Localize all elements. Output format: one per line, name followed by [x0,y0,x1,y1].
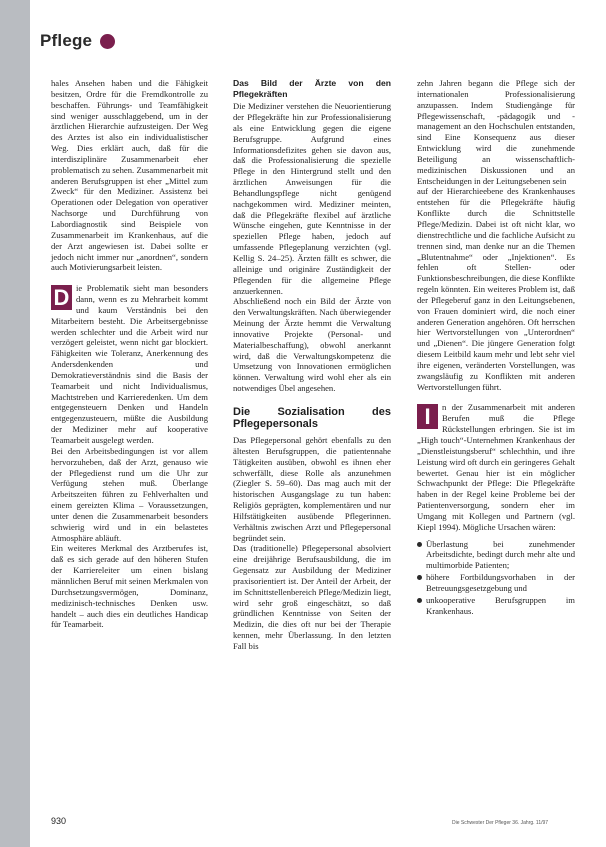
column-middle [233,78,391,652]
page-number: 930 [51,816,67,826]
paragraph: Ein weiteres Merkmal des Arztberufes ist, daß es sich gerade auf den höheren Stufen der Karriereleiter um einen bislang männlichen Beruf mit seinen Merkmalen von Durchsetzungsvermögen, Dominanz, medizinisch-technisches Denken usw. handelt – auch dies ein deutliches Handicap für Teamarbeit. [51,543,208,630]
paragraph: hales Ansehen haben und die Fähigkeit besitzen, Ordre für die Fremdkontrolle zu beschaffen. Führungs- und Teamfähigkeit sind weniger ausschlaggebend, um in der ärztlichen Hierarchie aufzusteigen. Der Weg des Arztes ist also ein individualistischer Weg. Dies erklärt auch, daß für die interdisziplinäre Zusammenarbeit eher problematisch zu sehen. Zusammenarbeit mit anderen Berufsgruppen ist eher „Mittel zum Zweck“ für den Mediziner. Assistenz bei Operationen oder Delegation von operativer Nachsorge und Durchführung von Labordiagnostik sind Beispiele von Zusammenarbeit im Krankenhaus, auf die der Arzt angewiesen ist. Dabei sollte er jedoch nicht immer nur „anordnen“, sondern auch Motivierungsarbeit leisten. [51,78,208,273]
dropcap-letter: D [51,285,72,310]
section-title-pflege: Pflege [40,31,93,50]
accent-dot-icon [100,34,115,49]
paragraph-text: n der Zusammenarbeit mit anderen Berufen muß die Pflege Rückstellungen erbringen. Sie ist im „High touch“-Unternehmen Krankenhaus der „Dienstleistungsberuf“ schlechthin, und ihre Leistung wird oft durch ein geringeres Gehalt bewertet. Genau hier ist ein möglicher Schwachpunkt der Pflege: Die Pflegekräfte haben in der Regel keine Probleme bei der Patientenversorgung, sondern eher im Umgang mit Kollegen und Partnern (vgl. Kiepl 1994). Mögliche Ursachen wären: [417,402,575,532]
paragraph: Bei den Arbeitsbedingungen ist vor allem hervorzuheben, daß der Arzt, genauso wie der Pflegedienst rund um die Uhr zur Verfügung stehen muß. Überlange Arbeitszeiten führen zu Fehlverhalten und einem gereizten Klima – Voraussetzungen, unter denen die Zusammenarbeit besonders schwierig wird und in ein belastetes Atmosphäre abläuft. [51,445,208,543]
paragraph: Abschließend noch ein Bild der Ärzte von den Verwaltungskräften. Nach überwiegender Meinung der Ärzte hemmt die Verwaltung innovative Projekte (Personal- und Materialbeschaffung), obwohl anerkannt wird, daß die Verwaltungskompetenz die Umsetzung von Innovationen ermöglichen können. Verwaltung wird wohl eher als ein notwendiges Übel angesehen. [233,296,391,394]
column-left [51,78,208,630]
bullet-icon [417,598,422,603]
paragraph-dropcap [51,283,208,446]
bullet-list [417,539,575,617]
column-right [417,78,575,618]
list-item [417,595,575,617]
list-item [417,539,575,572]
page-margin-bar [0,0,30,847]
list-item-text: höhere Fortbildungsvorhaben in der Betreuungsgesetzgebung und [426,572,575,593]
section-heading: Die Sozialisation des Pflegepersonals [233,405,391,431]
paragraph: Das (traditionelle) Pflegepersonal absolviert eine dreijährige Berufsausbildung, die im Gegensatz zur Ausbildung der Mediziner praxisorientiert ist. Der Anteil der Arbeit, der im Schnittstellenbereich Pflege/Medizin liegt, wird sehr groß eingeschätzt, so daß gründlichen Kenntnisse von Seiten der Medizin, die dies oft nur bei der Therapie kennen, mehr Überlassung. In den letzten Fall bis [233,543,391,651]
footer-citation: Die Schwester Der Pfleger 36. Jahrg. 11/97 [452,820,549,826]
section-header [40,26,115,56]
bullet-icon [417,542,422,547]
paragraph: Die Mediziner verstehen die Neuorientierung der Pflegekräfte hin zur Professionalisierung als eine Entwicklung gegen die eigene Berufsgruppe. Aufgrund eines Informationsdefizites gehen sie davon aus, daß die Professionalisierung die spezielle Pflege in den Hintergrund stellt und den ärztlichen Anweisungen für die Behandlungspflege nicht genügend nachgekommen wird. Mediziner meinten, daß die Pflegekräfte flexibel auf ärztliche Wünsche eingehen, gute Kenntnisse in der speziellen Pflege haben, jedoch auf umfassende Pflegeplanung verzichten (vgl. Kellig S. 24–25). Ärzten fällt es schwer, die alleinige und originäre Zuständigkeit der Pflegenden für die allgemeine Pflege anzuerkennen. [233,101,391,296]
paragraph-text: ie Problematik sieht man besonders dann, wenn es zu Mehrarbeit kommt und kaum Verständnis bei den Mitarbeitern besteht. Die Arbeitsergebnisse werden schlechter und die Arbeit wird nur verzögert geleistet, wenn nicht gar blockiert. Fähigkeiten wie Toleranz, Anerkennung des Andersdenkenden und Demokratieverständnis sind die Basis der Teamarbeit und nicht Individualismus, Machtstreben und Karrieredenken. Um dem entgegensteuern Denken und Handeln entgegenzusteuern, müßte die Ausbildung der Mediziner mehr auf kooperative Teamarbeit ausgelegt werden. [51,283,208,445]
paragraph: auf der Hierarchieebene des Krankenhauses entstehen für die Pflegekräfte häufig Konflikte durch die Schnittstelle Pflege/Medizin. Dabei ist oft nicht klar, wo dienstrechtliche und die fachliche Aufsicht zu trennen sind, man denke nur an die Themen „Blutentnahme“ oder „Injektionen“. Es fehlen oft Stellen- oder Funktionsbeschreibungen, die diese Konflikte regeln könnten. Ein weiteres Problem ist, daß der Pflegeberuf ganz in den Leitungsebenen, von Frauen dominiert wird, die noch einer anderen Generation angehören. Oft herrschen hier Wertvorstellungen von „Unterordnen“ und „Dienen“. Die jüngere Generation folgt diesem Leitbild kaum mehr und lebt sehr viel ihre eigenen, veränderten Vorstellungen, was zwangsläufig zu Konflikten mit anderen Wertvorstellungen führt. [417,186,575,392]
paragraph: zehn Jahren begann die Pflege sich der internationalen Professionalisierung anzupassen. Indem Studiengänge für Pflegewissenschaft, -pädagogik und -management an den Hochschulen entstanden, sind Eine Konsequenz aus dieser Entwicklung wird die zunehmende Beteiligung an wissenschaftlich-medizinischen Diskussionen und an Entscheidungen in der Leitungsebenen sein [417,78,575,186]
paragraph: Das Pflegepersonal gehört ebenfalls zu den ältesten Berufsgruppen, die patientennahe Tätigkeiten ausüben, obwohl es ihnen eher schwerfällt, diese Rolle als anzunehmen (Ziegler S. 59–60). Das mag auch mit der historischen Ausgangslage zu tun haben: Religiös geprägten, komplementären und nur Hilfstätigkeiten ausübende Pflegerinnen. Verhältnis zwischen Arzt und Pflegepersonal begründet sein. [233,434,391,543]
dropcap-letter: I [417,404,438,429]
bullet-icon [417,575,422,580]
subheading: Das Bild der Ärzte von den Pflegekräften [233,78,391,99]
paragraph-dropcap [417,402,575,532]
list-item-text: Überlastung bei zunehmender Arbeitsdichte, bedingt durch mehr alte und multimorbide Patienten; [426,538,575,571]
list-item [417,572,575,594]
list-item-text: unkooperative Berufsgruppen im Krankenhaus. [426,594,575,616]
